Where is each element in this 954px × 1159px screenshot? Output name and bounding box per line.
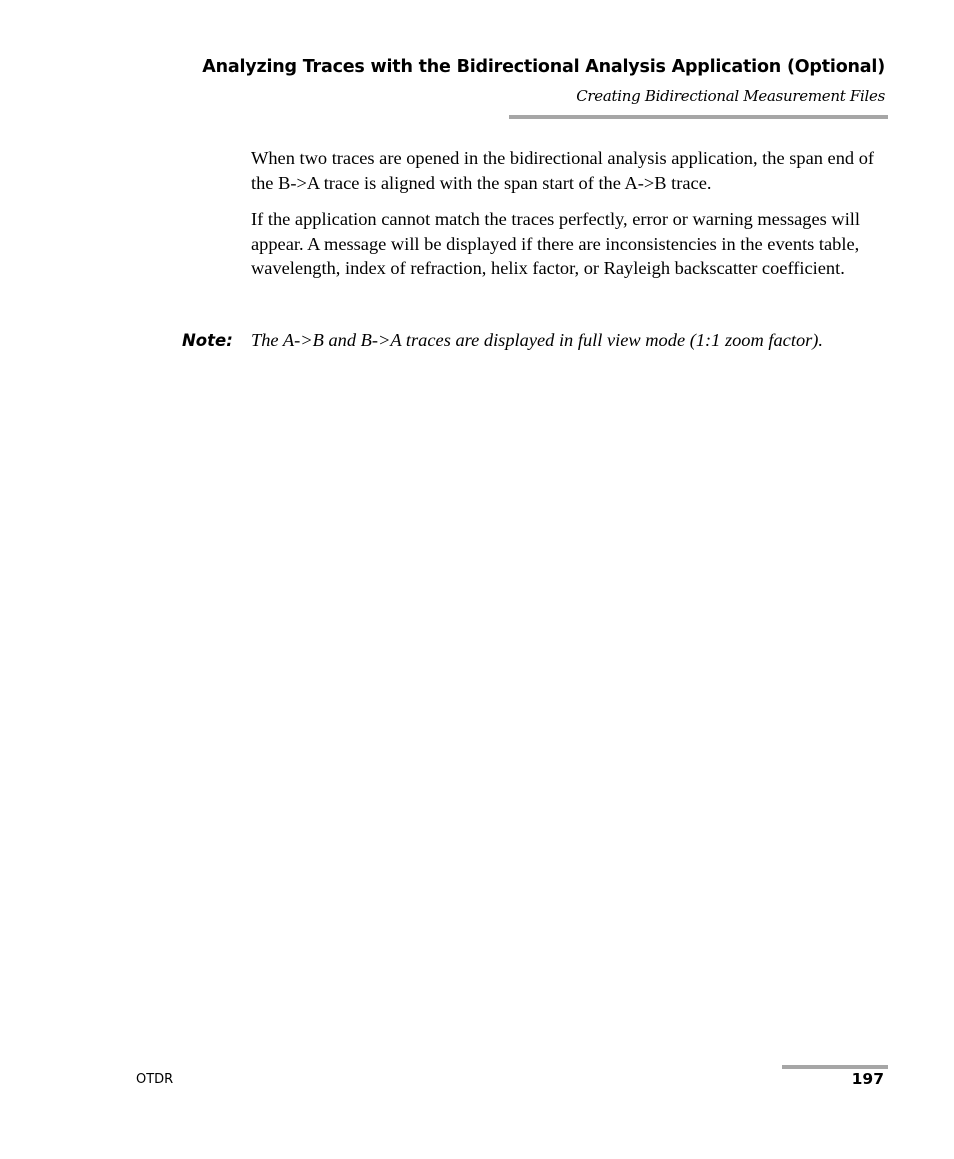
footer-divider [782,1065,888,1069]
note-label: Note: [182,331,233,350]
body-paragraph-1: When two traces are opened in the bidirectional analysis application, the span end of the B->A trace is aligned with the span start of the A->B trace. [251,148,875,193]
page-header-title: Analyzing Traces with the Bidirectional Analysis Application (Optional) [202,57,885,77]
page-number: 197 [851,1070,884,1088]
note-text: The A->B and B->A traces are displayed in full view mode (1:1 zoom factor). [251,330,824,350]
body-paragraph-2: If the application cannot match the traces perfectly, error or warning messages will appear. A message will be displayed if there are inconsistencies in the events table, wavelength, index of refraction, helix factor, or Rayleigh backscatter coefficient. [251,209,861,279]
page-header-subtitle: Creating Bidirectional Measurement Files [576,87,885,105]
footer-product-name: OTDR [136,1072,174,1087]
header-divider [509,115,888,119]
